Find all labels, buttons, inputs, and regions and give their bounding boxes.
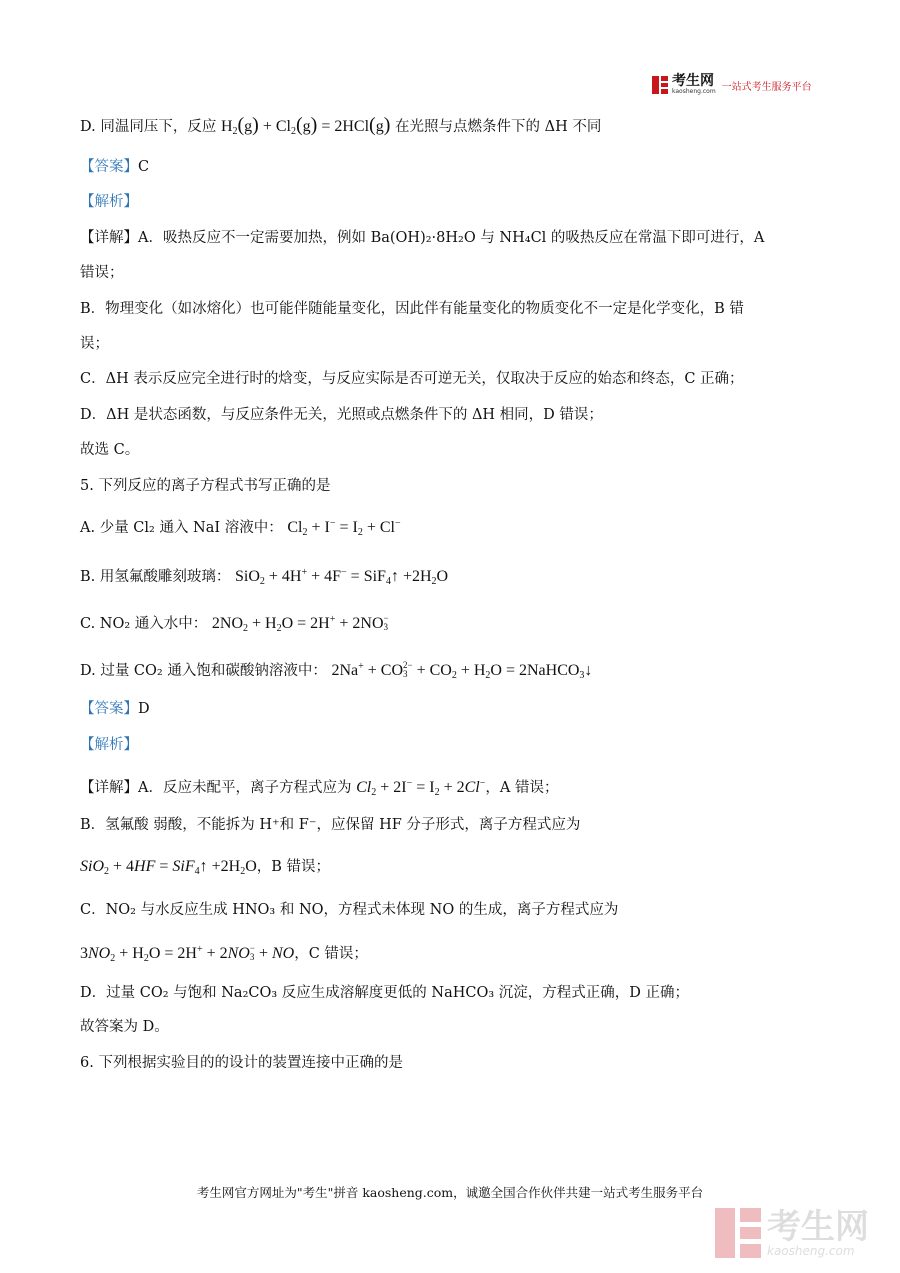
- footer-text: 考生网官方网址为"考生"拼音 kaosheng.com，诚邀全国合作伙伴共建一站式考生服务平台: [196, 1185, 704, 1200]
- q5-option-d: [80, 657, 592, 686]
- q5-option-d-equation: 2Na+ + CO 2− 3 + $CO_2 + H_2O$ = 2NaHCO$_3$↓: [331, 660, 593, 681]
- q5-option-c-text: C. NO₂ 通入水中：: [80, 616, 208, 632]
- explain-1-suffix: ，A 错误；: [485, 780, 559, 796]
- detail-2: B．物理变化（如冰熔化）也可能伴随能量变化，因此伴有能量变化的物质变化不一定是化学变化，B 错: [80, 301, 744, 317]
- answer-2: [80, 699, 150, 719]
- explain-3: [80, 857, 330, 882]
- analysis-tag-2: 【解析】: [80, 737, 138, 753]
- explain-1-equation: $Cl_2 + 2I^- = I_2 + 2Cl^-$: [356, 778, 486, 798]
- q5-option-a: [80, 514, 401, 543]
- q5-option-a-equation: $Cl_2 + I^- = I_2 + Cl^-$: [287, 518, 401, 538]
- q5-option-c: [80, 610, 389, 639]
- q5-option-c-equation: $2NO_2 + H_2O = 2H^+ + 2NO$ − 3: [211, 613, 389, 634]
- explain-1: [80, 774, 558, 803]
- q4-option-d: [80, 115, 601, 142]
- q5-option-a-text: A. 少量 Cl₂ 通入 NaI 溶液中：: [80, 520, 283, 536]
- answer-value: C: [138, 159, 150, 175]
- question-5: 5. 下列反应的离子方程式书写正确的是: [80, 478, 331, 494]
- explain-3-suffix: ，B 错误；: [256, 859, 331, 875]
- logo-slogan: 一站式考生服务平台: [721, 81, 812, 93]
- explain-2: B．氢氟酸 弱酸，不能拆为 H⁺和 F⁻，应保留 HF 分子形式，离子方程式应为: [80, 817, 581, 833]
- detail-5: 故选 C。: [80, 442, 140, 458]
- explain-5-equation: $3NO_2 + H_2O = 2H^+ + 2NO$ − 3 + NO: [80, 943, 295, 964]
- answer-tag: 【答案】: [80, 159, 138, 175]
- detail-3: C．ΔH 表示反应完全进行时的焓变，与反应实际是否可逆无关，仅取决于反应的始态和终态，C 正确；: [80, 371, 744, 387]
- explain-3-equation: SiO$_2$ + 4HF = SiF$_4$↑ $+2H_2O$: [80, 858, 257, 877]
- detail-1-text: A．吸热反应不一定需要加热，例如 Ba(OH)₂·8H₂O 与 NH₄Cl 的吸热反应在常温下即可进行，A: [138, 230, 765, 246]
- header-logo: [652, 74, 812, 96]
- q5-option-b: [80, 563, 448, 592]
- detail-1: [80, 228, 764, 248]
- explain-4: C．NO₂ 与水反应生成 HNO₃ 和 NO，方程式未体现 NO 的生成，离子方程式应为: [80, 902, 619, 918]
- logo-name: 考生网 kaosheng.com: [672, 73, 716, 95]
- explain-7: 故答案为 D。: [80, 1019, 169, 1035]
- watermark: [715, 1205, 885, 1260]
- analysis-tag-1: 【解析】: [80, 194, 138, 210]
- q4-option-d-suffix: 在光照与点燃条件下的 ΔH 不同: [394, 119, 602, 135]
- answer-tag: 【答案】: [80, 701, 138, 717]
- explain-5-suffix: ，C 错误；: [294, 946, 368, 962]
- detail-1-cont: 错误；: [80, 265, 124, 281]
- watermark-name: 考生网: [767, 1206, 869, 1247]
- detail-tag: 【详解】: [80, 780, 138, 796]
- q4-option-d-text: D. 同温同压下，反应: [80, 119, 217, 135]
- explain-5: [80, 940, 368, 969]
- answer-1: [80, 157, 149, 177]
- detail-tag: 【详解】: [80, 230, 138, 246]
- q5-option-d-text: D. 过量 CO₂ 通入饱和碳酸钠溶液中：: [80, 663, 327, 679]
- logo-domain: kaosheng.com: [672, 88, 716, 95]
- q5-option-b-equation: SiO$_2$ + 4H+ + 4F− = SiF$_4$↑ $+2H_2O$: [234, 567, 449, 587]
- answer-value: D: [138, 701, 150, 717]
- q4-option-d-equation: $H_2(g) + Cl_2(g) = 2HCl(g)$: [220, 114, 391, 137]
- kaosheng-logo-icon: [652, 76, 668, 94]
- explain-6: D．过量 CO₂ 与饱和 Na₂CO₃ 反应生成溶解度更低的 NaHCO₃ 沉淀，方程式正确，D 正确；: [80, 985, 690, 1001]
- watermark-domain: kaosheng.com: [767, 1243, 855, 1258]
- question-6: 6. 下列根据实验目的的设计的装置连接中正确的是: [80, 1055, 403, 1071]
- watermark-logo-icon: [715, 1208, 761, 1258]
- explain-1-text: A．反应未配平，离子方程式应为: [138, 780, 352, 796]
- detail-4: D．ΔH 是状态函数，与反应条件无关，光照或点燃条件下的 ΔH 相同，D 错误；: [80, 407, 603, 423]
- detail-2-cont: 误；: [80, 336, 109, 352]
- q5-option-b-text: B. 用氢氟酸雕刻玻璃：: [80, 569, 231, 585]
